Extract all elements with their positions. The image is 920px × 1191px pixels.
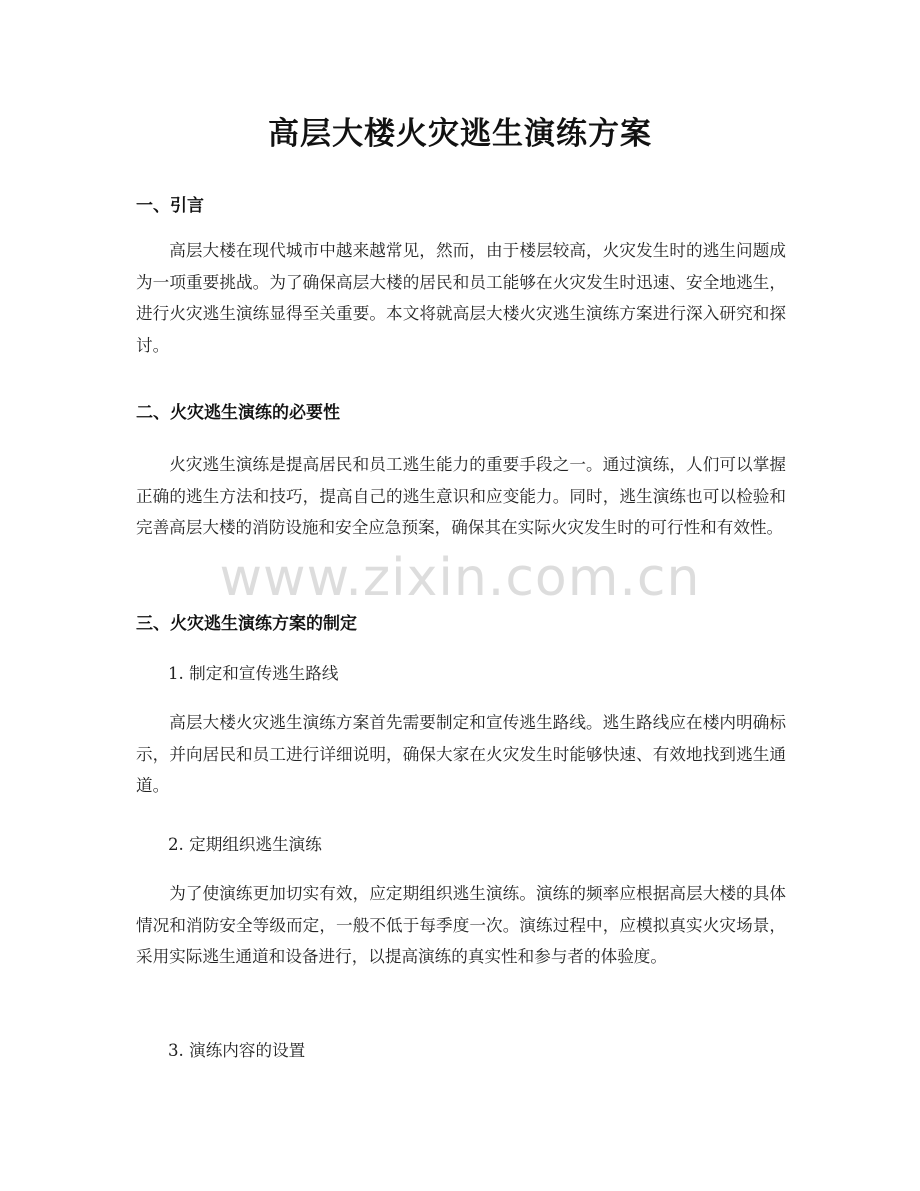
introduction-paragraph: 高层大楼在现代城市中越来越常见，然而，由于楼层较高，火灾发生时的逃生问题成为一项重要挑战。为了确保高层大楼的居民和员工能够在火灾发生时迅速、安全地逃生，进行火灾逃生演练显得至关重要。本文将就高层大楼火灾逃生演练方案进行深入研究和探讨。 [136,241,786,355]
subsection-label-content: 3. 演练内容的设置 [168,1041,306,1060]
necessity-paragraph: 火灾逃生演练是提高居民和员工逃生能力的重要手段之一。通过演练，人们可以掌握正确的逃生方法和技巧，提高自己的逃生意识和应变能力。同时，逃生演练也可以检验和完善高层大楼的消防设施和安全应急预案，确保其在实际火灾发生时的可行性和有效性。 [136,455,786,537]
section-heading-necessity: 二、火灾逃生演练的必要性 [136,403,340,423]
section-heading-plan: 三、火灾逃生演练方案的制定 [136,614,357,634]
document-title: 高层大楼火灾逃生演练方案 [268,116,652,152]
section-heading-introduction: 一、引言 [136,196,204,216]
subsection-label-drills: 2. 定期组织逃生演练 [168,835,322,854]
watermark: www.zixin.com.cn [219,548,701,608]
drills-paragraph: 为了使演练更加切实有效，应定期组织逃生演练。演练的频率应根据高层大楼的具体情况和消防安全等级而定，一般不低于每季度一次。演练过程中，应模拟真实火灾场景，采用实际逃生通道和设备进行，以提高演练的真实性和参与者的体验度。 [136,884,786,966]
subsection-label-routes: 1. 制定和宣传逃生路线 [168,664,339,683]
routes-paragraph: 高层大楼火灾逃生演练方案首先需要制定和宣传逃生路线。逃生路线应在楼内明确标示，并向居民和员工进行详细说明，确保大家在火灾发生时能够快速、有效地找到逃生通道。 [136,713,786,795]
